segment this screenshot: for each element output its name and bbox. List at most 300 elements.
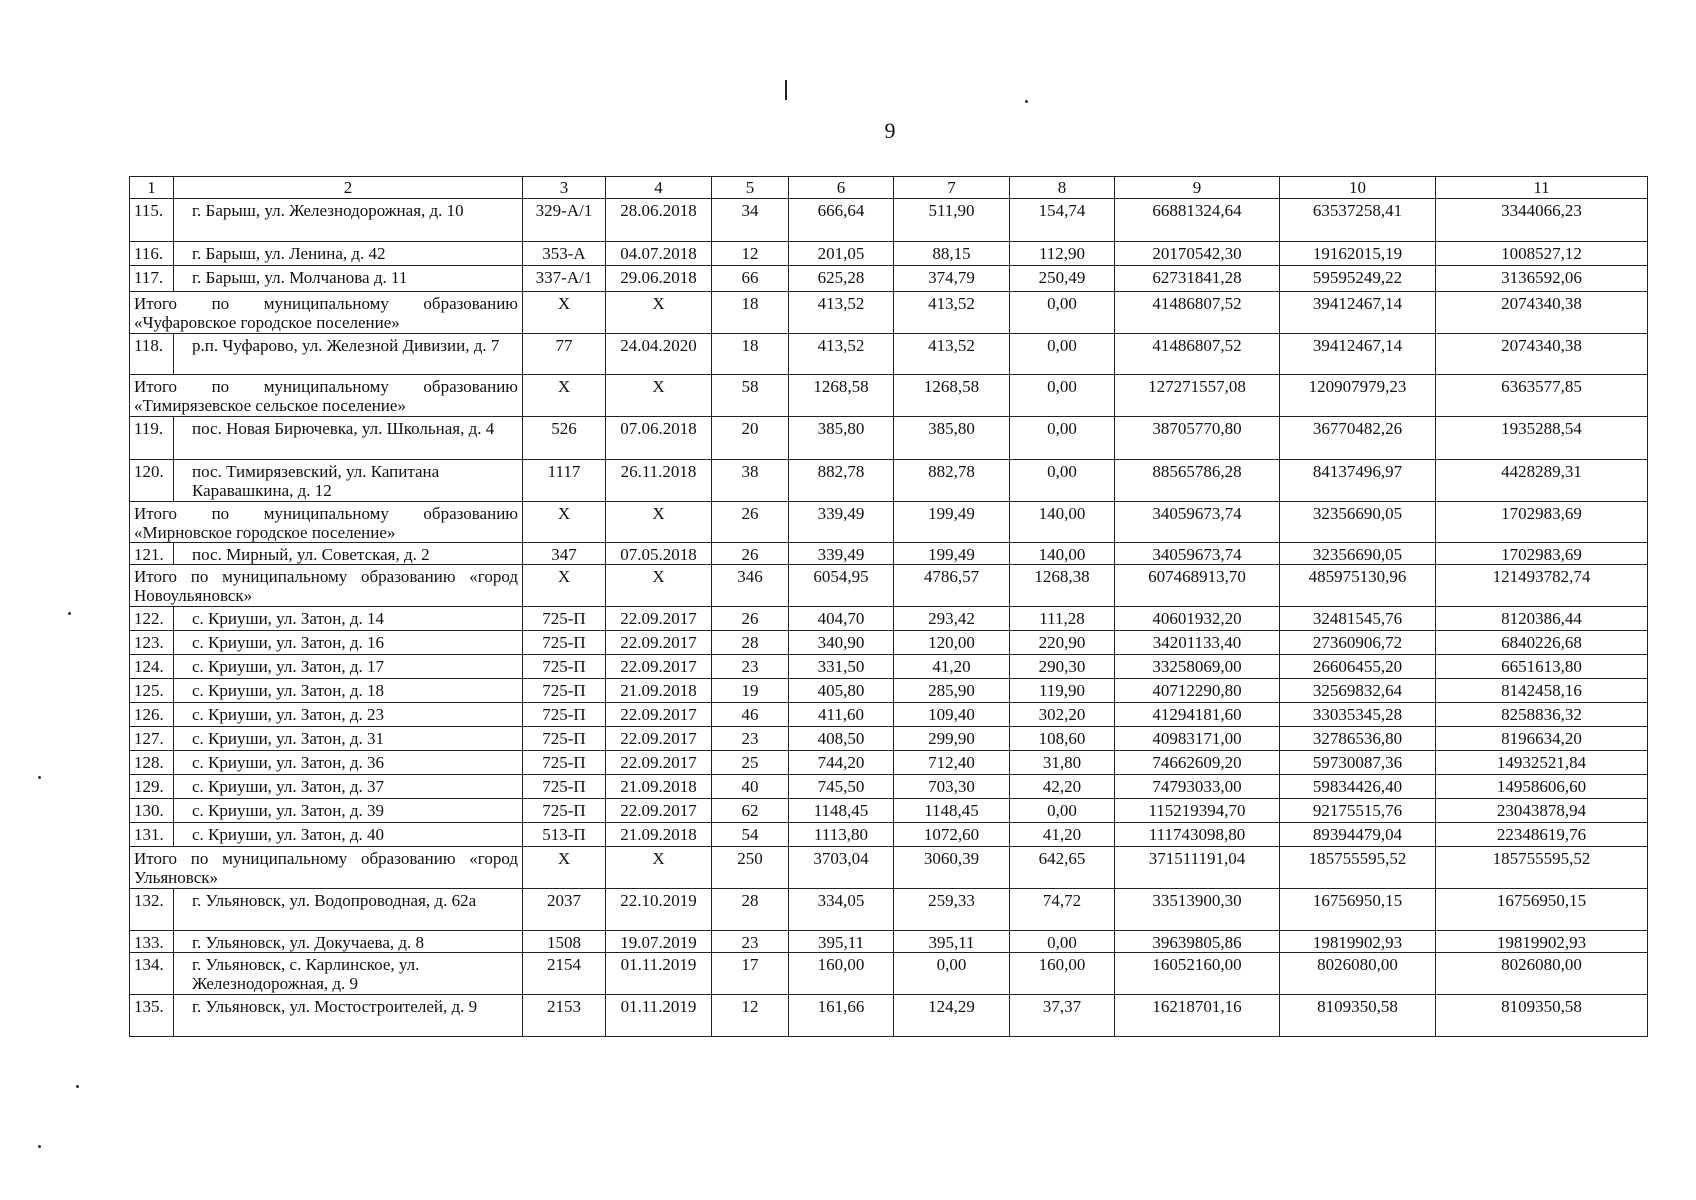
subtotal-row [130,375,1648,417]
table-cell: 01.11.2019 [606,995,712,1037]
table-cell: 32569832,64 [1280,679,1436,703]
table-cell: 04.07.2018 [606,242,712,266]
table-cell: 29.06.2018 [606,266,712,292]
table-cell: 642,65 [1010,847,1115,889]
table-cell: X [523,565,606,607]
table-cell: 2154 [523,953,606,995]
table-cell: 1008527,12 [1436,242,1648,266]
table-cell: 374,79 [894,266,1010,292]
table-cell: 8109350,58 [1436,995,1648,1037]
table-cell: 31,80 [1010,751,1115,775]
table-row [130,995,1648,1037]
address-cell: с. Криуши, ул. Затон, д. 23 [174,703,523,727]
table-cell: 92175515,76 [1280,799,1436,823]
table-cell: 160,00 [789,953,894,995]
table-cell: 411,60 [789,703,894,727]
page-number: 9 [884,118,896,143]
table-cell: 725-П [523,751,606,775]
table-cell: 302,20 [1010,703,1115,727]
table-cell: 62731841,28 [1115,266,1280,292]
row-number: 135. [130,995,174,1037]
table-cell: 19.07.2019 [606,931,712,953]
table-cell: 371511191,04 [1115,847,1280,889]
table-cell: 725-П [523,655,606,679]
table-cell: 526 [523,417,606,460]
table-cell: 59730087,36 [1280,751,1436,775]
table-cell: 220,90 [1010,631,1115,655]
table-cell: 32481545,76 [1280,607,1436,631]
table-cell: 19819902,93 [1280,931,1436,953]
table-cell: 339,49 [789,502,894,543]
row-number: 116. [130,242,174,266]
table-cell: 01.11.2019 [606,953,712,995]
subtotal-row [130,292,1648,334]
table-cell: 20170542,30 [1115,242,1280,266]
table-cell: 23 [712,655,789,679]
table-cell: 4428289,31 [1436,460,1648,502]
table-cell: 2037 [523,889,606,931]
table-cell: 22.09.2017 [606,607,712,631]
table-cell: 199,49 [894,543,1010,565]
address-cell: с. Криуши, ул. Затон, д. 31 [174,727,523,751]
table-cell: 16756950,15 [1280,889,1436,931]
address-cell: с. Криуши, ул. Затон, д. 16 [174,631,523,655]
header-cell: 1 [130,177,174,199]
subtotal-label: Итого по муниципальному образованию «город Новоульяновск» [130,565,523,607]
data-table [129,176,1648,1037]
table-cell: 0,00 [1010,460,1115,502]
table-cell: 485975130,96 [1280,565,1436,607]
table-cell: 413,52 [894,334,1010,375]
table-cell: 108,60 [1010,727,1115,751]
header-cell: 2 [174,177,523,199]
table-cell: 33258069,00 [1115,655,1280,679]
table-cell: 405,80 [789,679,894,703]
address-cell: с. Криуши, ул. Затон, д. 17 [174,655,523,679]
table-cell: 21.09.2018 [606,823,712,847]
header-cell: 9 [1115,177,1280,199]
table-cell: 26 [712,543,789,565]
header-cell: 3 [523,177,606,199]
table-cell: 46 [712,703,789,727]
table-cell: 413,52 [894,292,1010,334]
table-cell: 293,42 [894,607,1010,631]
table-cell: 1072,60 [894,823,1010,847]
header-cell: 7 [894,177,1010,199]
header-cell: 11 [1436,177,1648,199]
table-cell: 41486807,52 [1115,334,1280,375]
table-cell: 27360906,72 [1280,631,1436,655]
table-cell: 33513900,30 [1115,889,1280,931]
table-cell: 127271557,08 [1115,375,1280,417]
table-cell: 404,70 [789,607,894,631]
table-cell: 89394479,04 [1280,823,1436,847]
table-cell: 385,80 [894,417,1010,460]
table-cell: 07.06.2018 [606,417,712,460]
table-cell: 725-П [523,631,606,655]
row-number: 117. [130,266,174,292]
table-cell: 666,64 [789,199,894,242]
table-cell: X [606,292,712,334]
table-cell: X [523,292,606,334]
address-cell: с. Криуши, ул. Затон, д. 37 [174,775,523,799]
address-cell: с. Криуши, ул. Затон, д. 36 [174,751,523,775]
table-cell: 395,11 [894,931,1010,953]
table-cell: 88,15 [894,242,1010,266]
table-cell: X [523,502,606,543]
header-cell: 6 [789,177,894,199]
table-cell: 1508 [523,931,606,953]
table-cell: 161,66 [789,995,894,1037]
table-row [130,703,1648,727]
table-cell: 0,00 [894,953,1010,995]
row-number: 131. [130,823,174,847]
table-cell: 39412467,14 [1280,292,1436,334]
table-cell: X [523,847,606,889]
scan-speck [68,612,71,615]
table-cell: 63537258,41 [1280,199,1436,242]
table-cell: 0,00 [1010,799,1115,823]
table-cell: 28 [712,889,789,931]
table-cell: 40983171,00 [1115,727,1280,751]
table-cell: 16218701,16 [1115,995,1280,1037]
table-cell: 6651613,80 [1436,655,1648,679]
table-cell: 42,20 [1010,775,1115,799]
address-cell: г. Барыш, ул. Молчанова д. 11 [174,266,523,292]
table-cell: 41,20 [1010,823,1115,847]
row-number: 129. [130,775,174,799]
table-cell: 34 [712,199,789,242]
table-cell: 111,28 [1010,607,1115,631]
table-cell: 115219394,70 [1115,799,1280,823]
table-cell: 59595249,22 [1280,266,1436,292]
table-cell: 111743098,80 [1115,823,1280,847]
table-row [130,953,1648,995]
table-cell: 725-П [523,799,606,823]
table-cell: 185755595,52 [1436,847,1648,889]
address-cell: р.п. Чуфарово, ул. Железной Дивизии, д. 7 [174,334,523,375]
table-cell: 120,00 [894,631,1010,655]
row-number: 124. [130,655,174,679]
table-cell: 54 [712,823,789,847]
table-cell: 74662609,20 [1115,751,1280,775]
table-cell: 725-П [523,703,606,727]
table-cell: 22.09.2017 [606,799,712,823]
table-cell: 160,00 [1010,953,1115,995]
table-cell: 26606455,20 [1280,655,1436,679]
header-cell: 4 [606,177,712,199]
table-cell: 2153 [523,995,606,1037]
table-row [130,266,1648,292]
row-number: 127. [130,727,174,751]
table-cell: 40 [712,775,789,799]
table-cell: 0,00 [1010,931,1115,953]
table-cell: 6840226,68 [1436,631,1648,655]
table-cell: 18 [712,292,789,334]
table-cell: 201,05 [789,242,894,266]
row-number: 118. [130,334,174,375]
table-cell: 353-А [523,242,606,266]
scan-speck [38,776,41,779]
row-number: 132. [130,889,174,931]
table-cell: 19162015,19 [1280,242,1436,266]
address-cell: с. Криуши, ул. Затон, д. 39 [174,799,523,823]
table-cell: 20 [712,417,789,460]
header-cell: 10 [1280,177,1436,199]
table-cell: 3060,39 [894,847,1010,889]
table-cell: 199,49 [894,502,1010,543]
address-cell: г. Ульяновск, с. Карлинское, ул. Железнодорожная, д. 9 [174,953,523,995]
table-cell: 16052160,00 [1115,953,1280,995]
table-cell: 413,52 [789,334,894,375]
table-cell: 8026080,00 [1436,953,1648,995]
table-row [130,417,1648,460]
table-cell: 8120386,44 [1436,607,1648,631]
table-row [130,799,1648,823]
table-cell: 1148,45 [894,799,1010,823]
table-cell: 346 [712,565,789,607]
table-cell: 14932521,84 [1436,751,1648,775]
row-number: 122. [130,607,174,631]
table-cell: 1702983,69 [1436,543,1648,565]
table-cell: 3136592,06 [1436,266,1648,292]
table-cell: 34059673,74 [1115,543,1280,565]
table-cell: 395,11 [789,931,894,953]
table-cell: 299,90 [894,727,1010,751]
address-cell: с. Криуши, ул. Затон, д. 18 [174,679,523,703]
table-cell: 3703,04 [789,847,894,889]
table-cell: 0,00 [1010,292,1115,334]
header-cell: 8 [1010,177,1115,199]
table-cell: 74,72 [1010,889,1115,931]
table-cell: 725-П [523,775,606,799]
table-cell: 21.09.2018 [606,679,712,703]
table-row [130,631,1648,655]
table-cell: 408,50 [789,727,894,751]
table-cell: 140,00 [1010,543,1115,565]
table-cell: 17 [712,953,789,995]
table-cell: 34201133,40 [1115,631,1280,655]
subtotal-row [130,847,1648,889]
table-cell: 58 [712,375,789,417]
row-number: 125. [130,679,174,703]
header-row [130,177,1648,199]
table-cell: 22.09.2017 [606,727,712,751]
table-cell: 8026080,00 [1280,953,1436,995]
table-cell: 22.09.2017 [606,655,712,679]
table-cell: 120907979,23 [1280,375,1436,417]
table-cell: 12 [712,242,789,266]
row-number: 119. [130,417,174,460]
table-cell: 41486807,52 [1115,292,1280,334]
table-cell: X [606,565,712,607]
table-row [130,655,1648,679]
table-cell: 74793033,00 [1115,775,1280,799]
table-row [130,931,1648,953]
table-cell: 23 [712,931,789,953]
table-cell: 32356690,05 [1280,543,1436,565]
table-cell: 0,00 [1010,375,1115,417]
table-cell: 154,74 [1010,199,1115,242]
table-cell: 513-П [523,823,606,847]
row-number: 121. [130,543,174,565]
table-cell: 882,78 [789,460,894,502]
table-cell: 40712290,80 [1115,679,1280,703]
table-cell: 339,49 [789,543,894,565]
table-cell: 22.09.2017 [606,751,712,775]
table-cell: 119,90 [1010,679,1115,703]
table-cell: 39639805,86 [1115,931,1280,953]
subtotal-row [130,565,1648,607]
table-cell: 6363577,85 [1436,375,1648,417]
table-cell: 385,80 [789,417,894,460]
table-cell: 6054,95 [789,565,894,607]
table-cell: 37,37 [1010,995,1115,1037]
subtotal-row [130,502,1648,543]
table-cell: 337-А/1 [523,266,606,292]
address-cell: г. Барыш, ул. Железнодорожная, д. 10 [174,199,523,242]
address-cell: пос. Тимирязевский, ул. Капитана Каравашкина, д. 12 [174,460,523,502]
table-cell: 725-П [523,679,606,703]
table-cell: 26 [712,502,789,543]
table-cell: 1268,58 [789,375,894,417]
table-cell: 121493782,74 [1436,565,1648,607]
table-cell: 1117 [523,460,606,502]
scan-speck [76,1085,79,1088]
table-cell: 1268,38 [1010,565,1115,607]
table-cell: 347 [523,543,606,565]
row-number: 123. [130,631,174,655]
table-cell: 19 [712,679,789,703]
row-number: 133. [130,931,174,953]
table-cell: 19819902,93 [1436,931,1648,953]
table-cell: 511,90 [894,199,1010,242]
table-cell: 744,20 [789,751,894,775]
subtotal-label: Итого по муниципальному образованию «Тимирязевское сельское поселение» [130,375,523,417]
table-cell: 36770482,26 [1280,417,1436,460]
table-cell: 8142458,16 [1436,679,1648,703]
table-cell: 59834426,40 [1280,775,1436,799]
table-cell: 41294181,60 [1115,703,1280,727]
table-cell: 28 [712,631,789,655]
table-cell: X [606,502,712,543]
table-cell: 250 [712,847,789,889]
table-cell: 140,00 [1010,502,1115,543]
subtotal-label: Итого по муниципальному образованию «город Ульяновск» [130,847,523,889]
table-cell: 1935288,54 [1436,417,1648,460]
table-cell: 28.06.2018 [606,199,712,242]
table-cell: 07.05.2018 [606,543,712,565]
table-cell: 23 [712,727,789,751]
table-cell: 259,33 [894,889,1010,931]
address-cell: г. Барыш, ул. Ленина, д. 42 [174,242,523,266]
table-cell: 66 [712,266,789,292]
table-cell: 32786536,80 [1280,727,1436,751]
table-row [130,543,1648,565]
table-cell: 0,00 [1010,417,1115,460]
table-cell: 413,52 [789,292,894,334]
table-cell: 39412467,14 [1280,334,1436,375]
table-cell: 725-П [523,607,606,631]
address-cell: г. Ульяновск, ул. Водопроводная, д. 62а [174,889,523,931]
address-cell: пос. Мирный, ул. Советская, д. 2 [174,543,523,565]
row-number: 120. [130,460,174,502]
table-cell: 334,05 [789,889,894,931]
table-cell: 2074340,38 [1436,334,1648,375]
scan-speck [1025,100,1028,103]
table-cell: 62 [712,799,789,823]
table-cell: 124,29 [894,995,1010,1037]
table-cell: 329-А/1 [523,199,606,242]
subtotal-label: Итого по муниципальному образованию «Мирновское городское поселение» [130,502,523,543]
table-cell: 2074340,38 [1436,292,1648,334]
table-cell: 22.09.2017 [606,703,712,727]
table-cell: 38705770,80 [1115,417,1280,460]
table-row [130,460,1648,502]
table-cell: 41,20 [894,655,1010,679]
address-cell: г. Ульяновск, ул. Мостостроителей, д. 9 [174,995,523,1037]
table-cell: 16756950,15 [1436,889,1648,931]
table-cell: 607468913,70 [1115,565,1280,607]
header-cell: 5 [712,177,789,199]
subtotal-label: Итого по муниципальному образованию «Чуфаровское городское поселение» [130,292,523,334]
address-cell: с. Криуши, ул. Затон, д. 40 [174,823,523,847]
table-cell: 21.09.2018 [606,775,712,799]
row-number: 128. [130,751,174,775]
table-cell: 8196634,20 [1436,727,1648,751]
table-row [130,199,1648,242]
table-cell: 625,28 [789,266,894,292]
table-cell: 1113,80 [789,823,894,847]
table-cell: 8258836,32 [1436,703,1648,727]
table-row [130,889,1648,931]
table-cell: 725-П [523,727,606,751]
table-row [130,823,1648,847]
table-row [130,334,1648,375]
table-cell: 1268,58 [894,375,1010,417]
table-cell: 712,40 [894,751,1010,775]
table-row [130,607,1648,631]
table-cell: 40601932,20 [1115,607,1280,631]
row-number: 126. [130,703,174,727]
table-cell: 290,30 [1010,655,1115,679]
table-cell: 109,40 [894,703,1010,727]
row-number: 115. [130,199,174,242]
table-cell: 66881324,64 [1115,199,1280,242]
table-cell: 340,90 [789,631,894,655]
table-cell: 12 [712,995,789,1037]
table-cell: X [523,375,606,417]
table-cell: 88565786,28 [1115,460,1280,502]
table-cell: 882,78 [894,460,1010,502]
table-cell: 0,00 [1010,334,1115,375]
table-cell: 26 [712,607,789,631]
table-cell: 22.10.2019 [606,889,712,931]
table-row [130,751,1648,775]
table-cell: 24.04.2020 [606,334,712,375]
table-cell: 250,49 [1010,266,1115,292]
table-row [130,679,1648,703]
table-cell: 22348619,76 [1436,823,1648,847]
table-cell: X [606,375,712,417]
table-cell: 14958606,60 [1436,775,1648,799]
row-number: 134. [130,953,174,995]
row-number: 130. [130,799,174,823]
scan-mark [785,80,787,100]
table-cell: 1148,45 [789,799,894,823]
table-cell: 25 [712,751,789,775]
table-row [130,727,1648,751]
